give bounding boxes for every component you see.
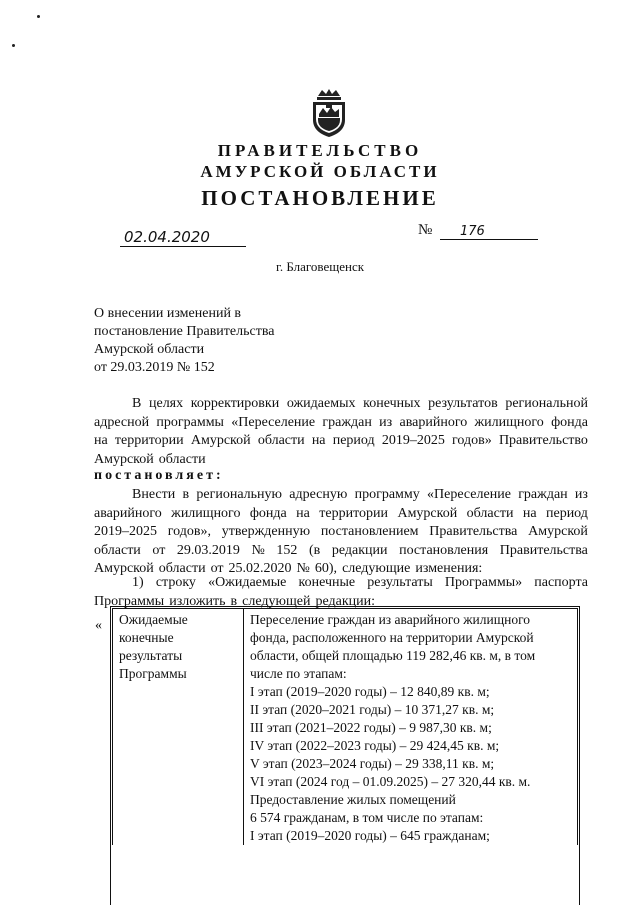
cell-text-line: области, общей площадью 119 282,46 кв. м, в том	[250, 648, 536, 663]
cell-text-line: I этап (2019–2020 годы) – 12 840,89 кв. м;	[250, 684, 490, 699]
word: области	[94, 542, 141, 558]
word: изменения:	[415, 561, 483, 576]
word: аварийного	[94, 505, 162, 521]
text-line	[94, 505, 588, 524]
org-title-line2: АМУРСКОЙ ОБЛАСТИ	[200, 162, 440, 181]
word: на	[296, 505, 310, 521]
text-line	[94, 395, 588, 414]
word: целях	[148, 396, 184, 411]
word: программу	[354, 487, 420, 502]
resolves-word: постановляет:	[94, 468, 224, 483]
text-line	[94, 574, 588, 593]
cell-text-line: фонда, расположенного на территории Амурской	[250, 630, 534, 645]
document-number: 176	[440, 224, 538, 240]
document-date: 02.04.2020	[120, 228, 246, 247]
word: результатов	[428, 396, 498, 411]
word: Правительства	[429, 524, 518, 539]
word: от	[152, 542, 166, 558]
word: области	[466, 505, 514, 521]
word: из	[574, 487, 588, 502]
word: Программы»	[444, 575, 523, 590]
word: 152	[276, 542, 298, 558]
word: №	[251, 542, 265, 558]
word: конечные	[298, 575, 356, 590]
word: В	[132, 396, 142, 411]
word: региональной	[505, 396, 588, 411]
word: аварийного	[399, 414, 468, 430]
passport-table	[112, 608, 578, 845]
word: области	[158, 561, 206, 576]
word: постановлением	[320, 524, 419, 539]
cell-text-line: IV этап (2022–2023 годы) – 29 424,45 кв. м;	[250, 738, 500, 753]
word: редакции:	[315, 593, 376, 609]
text-line	[94, 542, 588, 561]
word: Амурской	[397, 505, 458, 521]
item-intro-paragraph	[94, 486, 588, 579]
word: жилищного	[474, 414, 544, 430]
word: годов»	[452, 433, 492, 448]
text-line	[94, 523, 588, 542]
opening-quote: «	[95, 618, 102, 633]
city-line: г. Благовещенск	[275, 259, 365, 274]
word: следующей	[242, 593, 311, 609]
word: фонда	[551, 414, 588, 430]
word: программы	[156, 414, 224, 430]
word: редакции	[331, 542, 388, 558]
cell-text-line: V этап (2023–2024 годы) – 29 338,11 кв. м;	[250, 756, 495, 771]
word: 29.03.2019	[176, 542, 240, 558]
word: конечных	[363, 396, 421, 411]
word: граждан	[518, 487, 568, 502]
cell-text-line: Переселение граждан из аварийного жилищного	[250, 612, 531, 627]
word: утвержденную	[221, 524, 311, 539]
word: адресной	[94, 414, 150, 430]
text-line	[94, 451, 588, 470]
word: Амурской	[190, 433, 251, 448]
amur-region-coat-of-arms-icon	[309, 88, 349, 138]
table-row	[113, 609, 578, 846]
cell-text-line: Ожидаемые	[119, 612, 188, 627]
word: от	[210, 561, 224, 576]
word: корректировки	[190, 396, 280, 411]
cell-text-line: I этап (2019–2020 годы) – 645 гражданам;	[250, 828, 490, 843]
word: 60),	[314, 561, 338, 576]
preamble-paragraph	[94, 395, 588, 469]
word: на	[311, 433, 326, 448]
document-type-title: ПОСТАНОВЛЕНИЕ	[201, 186, 439, 210]
word: 2019–2025	[94, 524, 157, 539]
word: 1)	[132, 575, 144, 590]
subject-line: Амурской области	[94, 342, 205, 357]
word: граждан	[322, 414, 372, 430]
cell-text-line: VI этап (2024 год – 01.09.2025) – 27 320,44 кв. м.	[250, 774, 531, 789]
word: (в	[309, 542, 321, 558]
cell-text-line: результаты	[119, 648, 183, 663]
word: на	[522, 505, 537, 521]
scan-speck	[12, 44, 15, 47]
text-line	[94, 486, 588, 505]
scan-speck	[37, 15, 40, 18]
word: «Ожидаемые	[208, 575, 287, 590]
word: Амурской	[94, 561, 154, 576]
subject-line: от 29.03.2019 № 152	[94, 360, 215, 375]
word: Программы	[94, 593, 165, 609]
word: изложить	[169, 593, 226, 609]
word: в	[230, 593, 238, 609]
word: в	[182, 487, 190, 502]
word: территории	[319, 505, 389, 521]
word: 25.02.2020	[228, 561, 292, 576]
word: из	[379, 414, 393, 430]
cell-text-line: III этап (2021–2022 годы) – 9 987,30 кв. м;	[250, 720, 492, 735]
passport-row-label	[113, 609, 244, 846]
cell-text-line: 6 574 гражданам, в том числе по этапам:	[250, 810, 484, 825]
cell-text-line: Предоставление жилых помещений	[250, 792, 456, 807]
word: №	[296, 561, 310, 576]
word: области	[158, 451, 206, 467]
cell-text-line: Программы	[119, 666, 187, 681]
word: Правительство	[498, 433, 588, 448]
word: ожидаемых	[286, 396, 356, 411]
word: Амурской	[94, 451, 154, 467]
org-title-line1: ПРАВИТЕЛЬСТВО	[217, 141, 423, 160]
subject-line: О внесении изменений в	[94, 306, 242, 321]
word: строку	[155, 575, 196, 590]
text-line	[94, 432, 588, 451]
word: результаты	[367, 575, 433, 590]
word: фонда	[249, 505, 287, 521]
word: «Переселение	[231, 414, 316, 430]
document-subject	[94, 305, 274, 377]
word: Внести	[132, 487, 176, 502]
word: Амурской	[528, 524, 588, 539]
text-line	[94, 414, 588, 433]
word: период	[545, 505, 588, 521]
word: годов»,	[167, 524, 211, 539]
word: Правительства	[499, 542, 588, 558]
word: жилищного	[171, 505, 241, 521]
subject-line: постановление Правительства	[94, 324, 275, 339]
word: 2019–2025	[381, 433, 445, 448]
passport-row-value	[244, 609, 578, 846]
word: области	[257, 433, 305, 448]
cell-text-line: числе по этапам:	[250, 666, 347, 681]
word: период	[332, 433, 375, 448]
word: территории	[114, 433, 184, 448]
word: «Переселение	[427, 487, 511, 502]
word: на	[94, 433, 108, 448]
cell-text-line: конечные	[119, 630, 174, 645]
word: постановления	[399, 542, 489, 558]
word: следующие	[342, 561, 411, 576]
cell-text-line: II этап (2020–2021 годы) – 10 371,27 кв. м;	[250, 702, 495, 717]
word: паспорта	[534, 575, 588, 590]
word: адресную	[289, 487, 348, 502]
word: региональную	[196, 487, 282, 502]
number-label: №	[418, 222, 433, 238]
